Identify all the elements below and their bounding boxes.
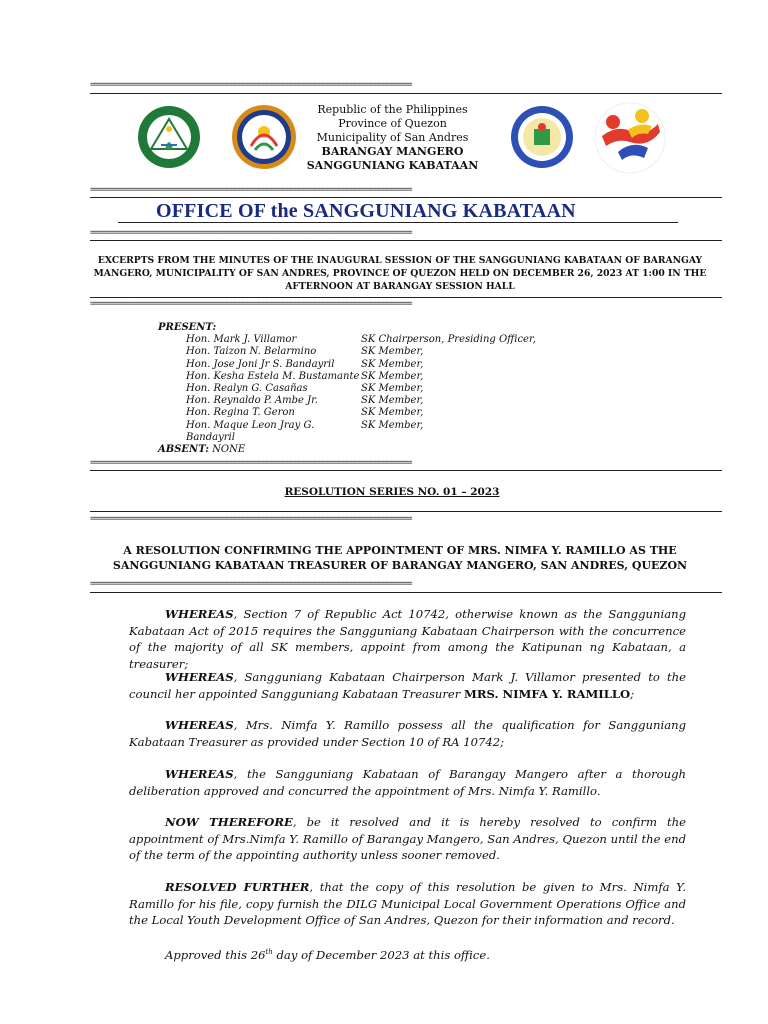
attendance-rule: ================================================================================ (90, 459, 412, 468)
paragraph-text: , the Sangguniang Kabataan of Barangay Mangero after a thorough deliberation approved and concurred the appointment of Mrs. Nimfa Y. Ramillo. (129, 767, 686, 798)
resolution-title-line-1: A RESOLUTION CONFIRMING THE APPOINTMENT OF MRS. NIMFA Y. RAMILLO AS THE (123, 544, 677, 557)
member-position: SK Member, (361, 346, 424, 358)
municipality-seal-logo (506, 105, 578, 169)
approval-text-a: Approved this 26 (165, 947, 266, 962)
excerpt-rule-line (90, 297, 722, 298)
member-row (158, 420, 536, 444)
member-position: SK Member, (361, 395, 424, 407)
paragraph-text: , be it resolved and it is hereby resolved to confirm the appointment of Mrs.Nimfa Y. Ramillo of Barangay Mangero, San Andres, Quezon until the end of the term of the appointing authority unless sooner removed. (129, 815, 686, 862)
member-row (158, 359, 536, 371)
title-rule-line (90, 240, 722, 241)
paragraph-resolved-further (129, 879, 686, 929)
paragraph-keyword: WHEREAS (165, 767, 234, 781)
title-bottom-rule: ================================================================================ (90, 580, 412, 589)
approval-text-b: day of December 2023 at this office. (272, 947, 490, 962)
absent-value: NONE (212, 444, 246, 456)
paragraph-keyword: WHEREAS (165, 718, 234, 732)
member-name: Hon. Taizon N. Belarmino (186, 346, 317, 358)
member-name: Hon. Reynaldo P. Ambe Jr. (186, 395, 318, 407)
title-underline (118, 222, 678, 223)
member-row (158, 334, 536, 346)
paragraph-keyword: NOW THEREFORE (165, 815, 293, 829)
member-position: SK Member, (361, 383, 424, 395)
header-municipality: Municipality of San Andres (316, 131, 469, 144)
member-position: SK Chairperson, Presiding Officer, (361, 334, 536, 346)
member-name: Hon. Mark J. Villamor (186, 334, 297, 346)
member-position: SK Member, (361, 358, 424, 370)
paragraph-text: , Sangguniang Kabataan Chairperson Mark J. Villamor presented to the council her appointed Sangguniang Kabataan Treasurer (129, 670, 686, 701)
resolution-title-line-2: SANGGUNIANG KABATAAN TREASURER OF BARANGAY MANGERO, SAN ANDRES, QUEZON (112, 559, 688, 572)
title-rule: ================================================================================ (90, 229, 412, 238)
header-republic: Republic of the Philippines (317, 103, 468, 116)
paragraph-end: ; (630, 686, 635, 701)
paragraph-whereas-3 (129, 717, 686, 750)
attendance-list (158, 322, 536, 456)
attendance-rule-line (90, 470, 722, 471)
treasurer-name: MRS. NIMFA Y. RAMILLO (464, 686, 631, 701)
member-row (158, 383, 536, 395)
paragraph-keyword: WHEREAS (165, 670, 234, 684)
government-header (300, 103, 485, 173)
header-rule: ================================================================================ (90, 186, 412, 195)
absent-label: ABSENT: (158, 444, 209, 456)
present-label: PRESENT: (158, 322, 217, 333)
barangay-seal-logo (137, 105, 201, 169)
header-barangay: BARANGAY MANGERO (321, 145, 464, 158)
minutes-excerpt: EXCERPTS FROM THE MINUTES OF THE INAUGURAL SESSION OF THE SANGGUNIANG KABATAAN OF BARANGAY MANGERO, MUNICIPALITY OF SAN ANDRES, PROVINCE OF QUEZON HELD ON DECEMBER 26, 2023 AT 1:00 IN THE AFTERNOON AT BARANGAY SESSION HALL (93, 255, 707, 292)
absent-line (158, 444, 536, 456)
sk-logo (588, 102, 672, 174)
paragraph-whereas-2 (129, 669, 686, 702)
res-no-rule-line (90, 511, 722, 512)
approval-line (129, 944, 686, 963)
member-position: SK Member, (361, 419, 424, 431)
member-position: SK Member, (361, 407, 424, 419)
office-title: OFFICE OF the SANGGUNIANG KABATAAN (156, 200, 576, 222)
resolution-number: RESOLUTION SERIES NO. 01 – 2023 (284, 486, 500, 498)
resolution-title (100, 543, 700, 573)
member-name: Hon. Kesha Estela M. Bustamante (186, 370, 360, 382)
paragraph-whereas-1 (129, 606, 686, 672)
paragraph-keyword: WHEREAS (165, 607, 234, 621)
excerpt-rule: ================================================================================ (90, 300, 412, 309)
member-row (158, 395, 536, 407)
member-name: Hon. Realyn G. Casañas (186, 383, 308, 395)
member-row (158, 371, 536, 383)
title-bottom-rule-line (90, 592, 722, 593)
header-rule-line (90, 197, 722, 198)
top-double-rule: ================================================================================ (90, 81, 412, 90)
member-name: Hon. Regina T. Geron (186, 407, 295, 419)
paragraph-text: , Section 7 of Republic Act 10742, otherwise known as the Sangguniang Kabataan Act of 2015 requires the Sangguniang Kabataan Chairperson with the concurrence of the majority of all SK members, appoint from among the Katipunan ng Kabataan, a treasurer; (129, 607, 686, 671)
paragraph-text: , that the copy of this resolution be given to Mrs. Nimfa Y. Ramillo for his file, copy furnish the DILG Municipal Local Government Operations Office and the Local Youth Development Office of San Andres, Quezon for their information and record. (129, 880, 686, 927)
approval-superscript: th (265, 948, 273, 956)
paragraph-whereas-4 (129, 766, 686, 799)
member-name: Hon. Maque Leon Jray G. Bandayril (186, 419, 315, 443)
member-row (158, 346, 536, 358)
paragraph-keyword: RESOLVED FURTHER (165, 880, 310, 894)
paragraph-now-therefore (129, 814, 686, 864)
top-rule-line (90, 93, 722, 94)
member-name: Hon. Jose Joni Jr S. Bandayril (186, 358, 335, 370)
header-office: SANGGUNIANG KABATAAN (306, 159, 479, 172)
paragraph-text: , Mrs. Nimfa Y. Ramillo possess all the qualification for Sangguniang Kabataan Treasurer as provided under Section 10 of RA 10742; (129, 718, 686, 749)
sk-federation-seal-logo (229, 104, 299, 170)
header-province: Province of Quezon (338, 117, 447, 130)
res-no-rule: ================================================================================ (90, 515, 412, 524)
member-row (158, 407, 536, 419)
member-position: SK Member, (361, 370, 424, 382)
